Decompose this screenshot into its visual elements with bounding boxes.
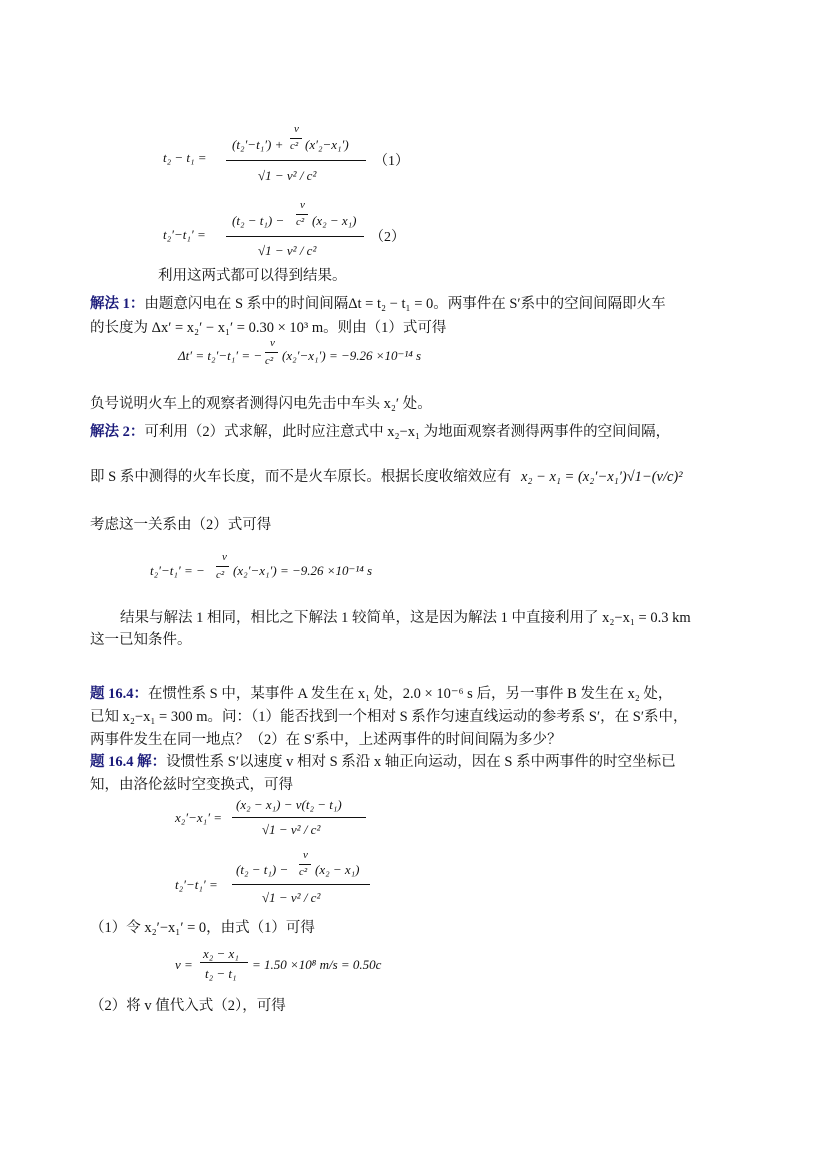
sol2-eq-fraction-bar — [216, 566, 229, 567]
sol1-line-2: 的长度为 Δx′ = x₂′ − x₁′ = 0.30 × 10³ m。则由（1）式可得 — [90, 320, 447, 336]
sol2-line-5: 这一已知条件。 — [90, 632, 192, 648]
sol2-eq-lhs: t₂′−t₁′ = − — [150, 563, 205, 578]
eq1-numer-frac-den: c² — [290, 140, 299, 152]
sol164-line-2: 知，由洛伦兹时空变换式，可得 — [90, 777, 293, 793]
eq2-lhs: t₂′−t₁′ = — [163, 227, 206, 242]
sol164-eqC-fraction-bar — [200, 962, 248, 963]
sol2-eq-num: v — [222, 551, 227, 563]
sol164-part1: （1）令 x₂′−x₁′ = 0，由式（1）可得 — [90, 920, 315, 936]
eq1-denom: √1 − v² / c² — [258, 168, 317, 183]
sol164-eqB-fraction-bar — [232, 884, 370, 885]
sol2-line-2 — [90, 467, 750, 487]
sol2-line-4: 结果与解法 1 相同，相比之下解法 1 较简单，这是因为解法 1 中直接利用了 x₂−x₁ = 0.3 km — [120, 610, 691, 626]
sol164-eqC-den: t₂ − t₁ — [205, 966, 237, 981]
text-line-use: 利用这两式都可以得到结果。 — [158, 268, 347, 284]
eq2-numer-frac-den: c² — [296, 216, 305, 228]
sol1-eq-num: v — [270, 337, 275, 349]
q164-head: 题 16.4： — [90, 686, 148, 702]
sol164-eqB-small-fraction-bar — [299, 864, 311, 865]
sol164-eqB-den: √1 − v² / c² — [262, 890, 321, 905]
eq1-lhs: t₂ − t₁ = — [163, 150, 207, 165]
eq1-tag: （1） — [374, 154, 409, 169]
eq2-small-fraction-bar — [296, 214, 308, 215]
sol164-eqB-lhs: t₂′−t₁′ = — [175, 877, 218, 892]
sol164-eqA-num: (x₂ − x₁) − v(t₂ − t₁) — [236, 797, 342, 812]
eq2-fraction-bar — [226, 236, 364, 237]
eq2-denom: √1 − v² / c² — [258, 243, 317, 258]
eq1-numer-frac-num: v — [294, 123, 299, 135]
sol164-eqC-rhs: = 1.50 ×10⁸ m/s = 0.50c — [252, 957, 382, 972]
sol164-text1: 设惯性系 S′以速度 v 相对 S 系沿 x 轴正向运动，因在 S 系中两事件的时空坐标已 — [166, 754, 676, 770]
sol164-eqB-num-a: (t₂ − t₁) − — [236, 862, 289, 877]
sol164-eqC-num: x₂ − x₁ — [203, 946, 239, 961]
sol2-eq-rhs: (x₂′−x₁′) = −9.26 ×10⁻¹⁴ s — [233, 563, 373, 578]
sol1-eq-den: c² — [265, 355, 274, 367]
eq2-numer-a: (t₂ − t₁) − — [232, 213, 285, 228]
sol1-head: 解法 1： — [90, 296, 145, 312]
eq1-numer-a: (t₂′−t₁′) + — [232, 137, 284, 152]
sol164-eqB-num-b: (x₂ − x₁) — [315, 862, 360, 877]
sol1-line-1 — [90, 294, 750, 314]
eq2-numer-frac-num: v — [300, 199, 305, 211]
sol1-line-3: 负号说明火车上的观察者测得闪电先击中车头 x₂′ 处。 — [90, 396, 432, 412]
sol1-eq-fraction-bar — [265, 352, 278, 353]
sol2-text1: 可利用（2）式求解，此时应注意式中 x₂−x₁ 为地面观察者测得两事件的空间间隔， — [144, 424, 671, 440]
sol164-line-1 — [90, 752, 750, 772]
sol2-text2: 即 S 系中测得的火车长度，而不是火车原长。根据长度收缩效应有 — [90, 469, 512, 485]
q164-line-1 — [90, 684, 750, 704]
q164-line-3: 两事件发生在同一地点？（2）在 S′系中，上述两事件的时间间隔为多少？ — [90, 732, 562, 748]
sol1-eq-rhs: (x₂′−x₁′) = −9.26 ×10⁻¹⁴ s — [282, 348, 422, 363]
sol1-text1: 由题意闪电在 S 系中的时间间隔Δt = t₂ − t₁ = 0。两事件在 S′系中的空间间隔即火车 — [144, 296, 666, 312]
sol2-eq-den: c² — [216, 569, 225, 581]
q164-text1: 在惯性系 S 中，某事件 A 发生在 x₁ 处，2.0 × 10⁻⁶ s 后，另一事件 B 发生在 x₂ 处， — [148, 686, 673, 702]
sol164-eqB-num-fn: v — [303, 849, 308, 861]
eq2-numer-b: (x₂ − x₁) — [312, 213, 357, 228]
sol164-eqA-fraction-bar — [232, 817, 366, 818]
eq1-small-fraction-bar — [290, 138, 302, 139]
eq1-fraction-bar — [226, 160, 366, 161]
sol1-eq-lhs: Δt′ = t₂′−t₁′ = − — [178, 348, 263, 363]
sol2-head: 解法 2： — [90, 424, 145, 440]
q164-line-2: 已知 x₂−x₁ = 300 m。问：（1）能否找到一个相对 S 系作匀速直线运动的参考系 S′，在 S′系中， — [90, 709, 688, 725]
sol2-line-3: 考虑这一关系由（2）式可得 — [90, 517, 272, 533]
sol2-text2-eq: x₂ − x₁ = (x₂′−x₁′)√1−(v/c)² — [520, 469, 683, 485]
sol164-head: 题 16.4 解： — [90, 754, 167, 770]
eq2-tag: （2） — [370, 230, 405, 245]
sol2-line-1 — [90, 422, 750, 442]
eq1-numer-b: (x′₂−x₁′) — [305, 137, 349, 152]
sol164-part2: （2）将 v 值代入式（2），可得 — [90, 998, 286, 1014]
sol164-eqA-den: √1 − v² / c² — [262, 822, 321, 837]
sol164-eqC-lhs: v = — [175, 957, 193, 972]
sol164-eqA-lhs: x₂′−x₁′ = — [175, 810, 223, 825]
sol164-eqB-num-fd: c² — [299, 866, 308, 878]
